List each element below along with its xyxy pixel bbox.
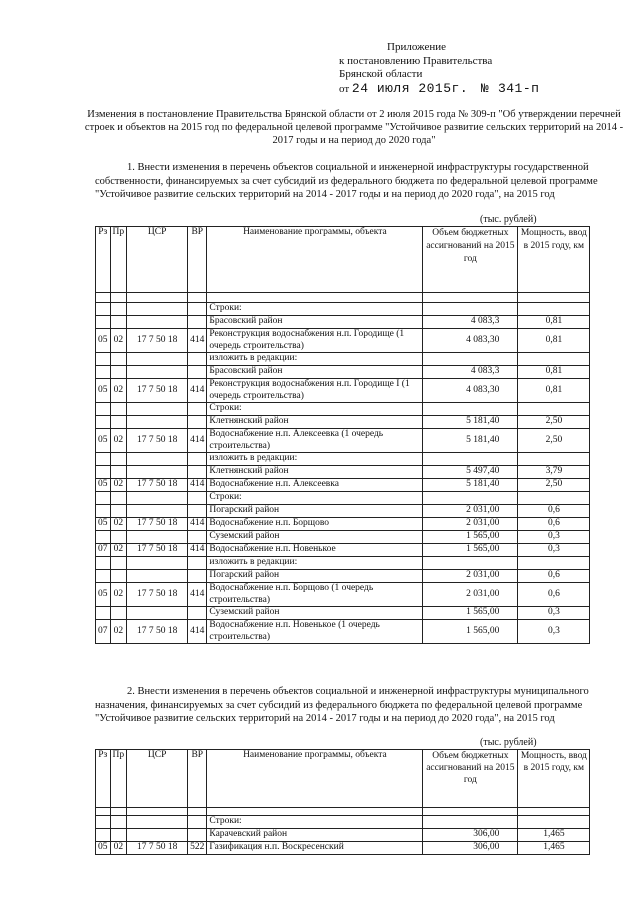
cell-csr <box>127 403 188 416</box>
cell-power <box>518 816 590 829</box>
header-line2: к постановлению Правительства <box>339 54 493 67</box>
header-date-line <box>339 82 539 97</box>
cell-pr <box>110 531 127 544</box>
table-row <box>96 531 590 544</box>
cell-rz <box>96 505 111 518</box>
table-row <box>96 403 590 416</box>
cell-rz: 05 <box>96 329 111 353</box>
cell-pr <box>110 557 127 570</box>
header-line3: Брянской области <box>339 68 423 80</box>
cell-vr <box>188 570 207 583</box>
cell-rz: 05 <box>96 429 111 453</box>
cell-power: 1,465 <box>518 829 590 842</box>
cell-vr <box>188 557 207 570</box>
cell-name: Клетнянский район <box>207 416 423 429</box>
table-row <box>96 329 590 353</box>
cell-name: Брасовский район <box>207 316 423 329</box>
objects-table-2 <box>95 749 590 855</box>
cell-rz: 05 <box>96 518 111 531</box>
cell-csr: 17 7 50 18 <box>127 620 188 644</box>
cell-vr: 414 <box>188 544 207 557</box>
unit-label-1: (тыс. рублей) <box>480 214 537 225</box>
cell-name: Клетнянский район <box>207 466 423 479</box>
cell-rz: 05 <box>96 379 111 403</box>
cell-vr: 414 <box>188 479 207 492</box>
table-row <box>96 466 590 479</box>
date-prefix: от <box>339 82 350 95</box>
cell-rz: 07 <box>96 544 111 557</box>
cell-power: 2,50 <box>518 416 590 429</box>
cell-volume: 2 031,00 <box>423 570 518 583</box>
cell-power: 0,6 <box>518 518 590 531</box>
cell-rz <box>96 366 111 379</box>
cell-name: изложить в редакции: <box>207 453 423 466</box>
cell-power: 0,3 <box>518 531 590 544</box>
cell-power <box>518 492 590 505</box>
cell-pr: 02 <box>110 429 127 453</box>
cell-name: Погарский район <box>207 505 423 518</box>
spacer-row <box>96 293 590 303</box>
cell-volume: 4 083,3 <box>423 366 518 379</box>
cell-volume <box>423 557 518 570</box>
col-csr-header: ЦСР <box>127 750 188 808</box>
table-row <box>96 557 590 570</box>
cell-pr <box>110 353 127 366</box>
cell-pr <box>110 303 127 316</box>
cell-name: Водоснабжение н.п. Новенькое <box>207 544 423 557</box>
cell-pr <box>110 316 127 329</box>
cell-power: 0,81 <box>518 329 590 353</box>
cell-power: 0,6 <box>518 583 590 607</box>
cell-power <box>518 453 590 466</box>
cell-power <box>518 353 590 366</box>
number-sign: № <box>480 80 490 96</box>
cell-vr <box>188 816 207 829</box>
objects-table-1 <box>95 226 590 644</box>
cell-name: Строки: <box>207 403 423 416</box>
col-name-header: Наименование программы, объекта <box>207 227 423 293</box>
cell-power: 0,3 <box>518 620 590 644</box>
cell-csr <box>127 453 188 466</box>
cell-vr <box>188 316 207 329</box>
cell-volume: 1 565,00 <box>423 531 518 544</box>
cell-csr: 17 7 50 18 <box>127 479 188 492</box>
table-header-row <box>96 227 590 293</box>
cell-volume <box>423 492 518 505</box>
date-value: 24 июля 2015г. <box>351 80 469 96</box>
cell-csr: 17 7 50 18 <box>127 842 188 855</box>
cell-power: 0,81 <box>518 316 590 329</box>
section-2-text: 2. Внести изменения в перечень объектов социальной и инженерной инфраструктуры муниципального назначения, финансируемых за счет субсидий из федерального бюджета по федеральной целевой программе "Устойчивое развитие сельских территорий на 2014 - 2017 годы и на период до 2020 года", на 2015 год <box>95 686 589 724</box>
col-pr-header: Пр <box>110 227 127 293</box>
cell-rz <box>96 557 111 570</box>
cell-volume: 2 031,00 <box>423 505 518 518</box>
cell-pr: 02 <box>110 544 127 557</box>
cell-rz <box>96 403 111 416</box>
cell-name: Суземский район <box>207 531 423 544</box>
cell-csr: 17 7 50 18 <box>127 429 188 453</box>
cell-vr: 522 <box>188 842 207 855</box>
cell-power: 0,3 <box>518 607 590 620</box>
cell-csr <box>127 607 188 620</box>
cell-name: Водоснабжение н.п. Алексеевка (1 очередь строительства) <box>207 429 423 453</box>
cell-volume: 2 031,00 <box>423 583 518 607</box>
cell-name: Водоснабжение н.п. Борщово (1 очередь строительства) <box>207 583 423 607</box>
cell-pr: 02 <box>110 379 127 403</box>
cell-power: 2,50 <box>518 479 590 492</box>
cell-csr <box>127 303 188 316</box>
cell-volume: 5 181,40 <box>423 479 518 492</box>
cell-name: Строки: <box>207 492 423 505</box>
cell-name: Водоснабжение н.п. Алексеевка <box>207 479 423 492</box>
table-row <box>96 353 590 366</box>
table-row <box>96 607 590 620</box>
cell-volume <box>423 353 518 366</box>
table-row <box>96 842 590 855</box>
document-title: Изменения в постановление Правительства Брянской области от 2 июля 2015 года № 309-п "Об утверждении перечней строек и объектов на 2015 год по федеральной целевой программе "Устойчивое развитие сельских территорий на 2014 - 2017 годы и на период до 2020 года" <box>84 109 624 146</box>
cell-vr <box>188 466 207 479</box>
cell-csr <box>127 353 188 366</box>
cell-pr <box>110 492 127 505</box>
number-value: 341-п <box>497 80 540 96</box>
cell-pr <box>110 403 127 416</box>
cell-pr: 02 <box>110 479 127 492</box>
table-row <box>96 366 590 379</box>
table-row <box>96 416 590 429</box>
cell-vr <box>188 505 207 518</box>
cell-vr <box>188 403 207 416</box>
approval-header <box>339 41 539 96</box>
cell-power: 0,81 <box>518 366 590 379</box>
table-row <box>96 379 590 403</box>
col-pr-header: Пр <box>110 750 127 808</box>
cell-rz: 05 <box>96 479 111 492</box>
cell-csr <box>127 829 188 842</box>
cell-pr: 02 <box>110 842 127 855</box>
cell-csr <box>127 316 188 329</box>
cell-pr: 02 <box>110 583 127 607</box>
cell-volume: 4 083,30 <box>423 379 518 403</box>
cell-pr: 02 <box>110 518 127 531</box>
cell-rz <box>96 453 111 466</box>
cell-name: Водоснабжение н.п. Новенькое (1 очередь строительства) <box>207 620 423 644</box>
cell-name: Брасовский район <box>207 366 423 379</box>
cell-volume: 1 565,00 <box>423 544 518 557</box>
col-rz-header: Рз <box>96 227 111 293</box>
cell-pr <box>110 816 127 829</box>
cell-pr <box>110 416 127 429</box>
cell-rz <box>96 353 111 366</box>
table-row <box>96 570 590 583</box>
cell-power: 1,465 <box>518 842 590 855</box>
cell-rz: 05 <box>96 583 111 607</box>
cell-csr <box>127 416 188 429</box>
cell-rz <box>96 816 111 829</box>
cell-vr: 414 <box>188 583 207 607</box>
cell-name: Погарский район <box>207 570 423 583</box>
cell-name: Строки: <box>207 816 423 829</box>
col-csr-header: ЦСР <box>127 227 188 293</box>
col-vr-header: ВР <box>188 750 207 808</box>
cell-pr: 02 <box>110 329 127 353</box>
col-rz-header: Рз <box>96 750 111 808</box>
cell-power <box>518 403 590 416</box>
cell-name: Реконструкция водоснабжения н.п. Городище I (1 очередь строительства) <box>207 379 423 403</box>
table-row <box>96 816 590 829</box>
table-row <box>96 505 590 518</box>
cell-rz <box>96 829 111 842</box>
cell-name: Водоснабжение н.п. Борщово <box>207 518 423 531</box>
table-row <box>96 492 590 505</box>
cell-vr <box>188 366 207 379</box>
cell-rz: 05 <box>96 842 111 855</box>
cell-vr: 414 <box>188 379 207 403</box>
table-row <box>96 316 590 329</box>
cell-volume: 2 031,00 <box>423 518 518 531</box>
table-row <box>96 583 590 607</box>
cell-power: 0,6 <box>518 570 590 583</box>
spacer-row <box>96 808 590 816</box>
col-vr-header: ВР <box>188 227 207 293</box>
col-power-header: Мощность, ввод в 2015 году, км <box>518 750 590 808</box>
cell-volume <box>423 816 518 829</box>
cell-volume: 4 083,3 <box>423 316 518 329</box>
cell-volume: 4 083,30 <box>423 329 518 353</box>
cell-volume: 1 565,00 <box>423 607 518 620</box>
cell-power: 3,79 <box>518 466 590 479</box>
cell-volume: 306,00 <box>423 842 518 855</box>
cell-volume: 5 181,40 <box>423 429 518 453</box>
cell-volume: 5 497,40 <box>423 466 518 479</box>
cell-csr: 17 7 50 18 <box>127 583 188 607</box>
cell-csr <box>127 570 188 583</box>
cell-vr <box>188 492 207 505</box>
col-power-header: Мощность, ввод в 2015 году, км <box>518 227 590 293</box>
cell-vr <box>188 829 207 842</box>
cell-vr: 414 <box>188 518 207 531</box>
cell-vr <box>188 531 207 544</box>
cell-power: 2,50 <box>518 429 590 453</box>
cell-power <box>518 303 590 316</box>
cell-vr: 414 <box>188 329 207 353</box>
cell-rz <box>96 416 111 429</box>
cell-vr <box>188 353 207 366</box>
cell-volume <box>423 403 518 416</box>
cell-vr: 414 <box>188 429 207 453</box>
cell-rz <box>96 316 111 329</box>
cell-pr <box>110 366 127 379</box>
cell-vr <box>188 607 207 620</box>
col-volume-header: Объем бюджетных ассигнований на 2015 год <box>423 227 518 293</box>
table-row <box>96 479 590 492</box>
cell-csr <box>127 505 188 518</box>
cell-csr <box>127 466 188 479</box>
cell-vr <box>188 416 207 429</box>
table-row <box>96 829 590 842</box>
header-line1: Приложение <box>387 41 447 53</box>
cell-volume <box>423 453 518 466</box>
cell-csr: 17 7 50 18 <box>127 544 188 557</box>
cell-power: 0,81 <box>518 379 590 403</box>
cell-rz <box>96 531 111 544</box>
cell-pr <box>110 466 127 479</box>
cell-volume: 1 565,00 <box>423 620 518 644</box>
cell-rz <box>96 466 111 479</box>
cell-name: Реконструкция водоснабжения н.п. Городище (1 очередь строительства) <box>207 329 423 353</box>
cell-volume: 306,00 <box>423 829 518 842</box>
cell-vr <box>188 303 207 316</box>
table-row <box>96 620 590 644</box>
table-row <box>96 518 590 531</box>
cell-vr: 414 <box>188 620 207 644</box>
col-name-header: Наименование программы, объекта <box>207 750 423 808</box>
cell-name: Суземский район <box>207 607 423 620</box>
cell-name: изложить в редакции: <box>207 557 423 570</box>
cell-name: изложить в редакции: <box>207 353 423 366</box>
cell-csr <box>127 366 188 379</box>
cell-pr: 02 <box>110 620 127 644</box>
cell-pr <box>110 570 127 583</box>
cell-csr: 17 7 50 18 <box>127 329 188 353</box>
cell-rz <box>96 570 111 583</box>
table-row <box>96 453 590 466</box>
unit-label-2: (тыс. рублей) <box>480 737 537 748</box>
cell-power: 0,3 <box>518 544 590 557</box>
table-header-row <box>96 750 590 808</box>
cell-name: Карачевский район <box>207 829 423 842</box>
cell-csr: 17 7 50 18 <box>127 379 188 403</box>
cell-csr <box>127 531 188 544</box>
section-1-text: 1. Внести изменения в перечень объектов социальной и инженерной инфраструктуры государственной собственности, финансируемых за счет субсидий из федерального бюджета по федеральной целевой программе "Устойчивое развитие сельских территорий на 2014 - 2017 годы и на период до 2020 года", на 2015 год <box>95 162 598 200</box>
cell-rz: 07 <box>96 620 111 644</box>
cell-pr <box>110 829 127 842</box>
cell-name: Газификация н.п. Воскресенский <box>207 842 423 855</box>
cell-volume <box>423 303 518 316</box>
cell-power <box>518 557 590 570</box>
table-row <box>96 303 590 316</box>
cell-pr <box>110 453 127 466</box>
table-row <box>96 544 590 557</box>
cell-name: Строки: <box>207 303 423 316</box>
cell-csr: 17 7 50 18 <box>127 518 188 531</box>
col-volume-header: Объем бюджетных ассигнований на 2015 год <box>423 750 518 808</box>
cell-vr <box>188 453 207 466</box>
table-row <box>96 429 590 453</box>
cell-power: 0,6 <box>518 505 590 518</box>
cell-volume: 5 181,40 <box>423 416 518 429</box>
cell-rz <box>96 607 111 620</box>
cell-pr <box>110 505 127 518</box>
cell-csr <box>127 492 188 505</box>
cell-csr <box>127 557 188 570</box>
cell-csr <box>127 816 188 829</box>
cell-pr <box>110 607 127 620</box>
cell-rz <box>96 492 111 505</box>
cell-rz <box>96 303 111 316</box>
